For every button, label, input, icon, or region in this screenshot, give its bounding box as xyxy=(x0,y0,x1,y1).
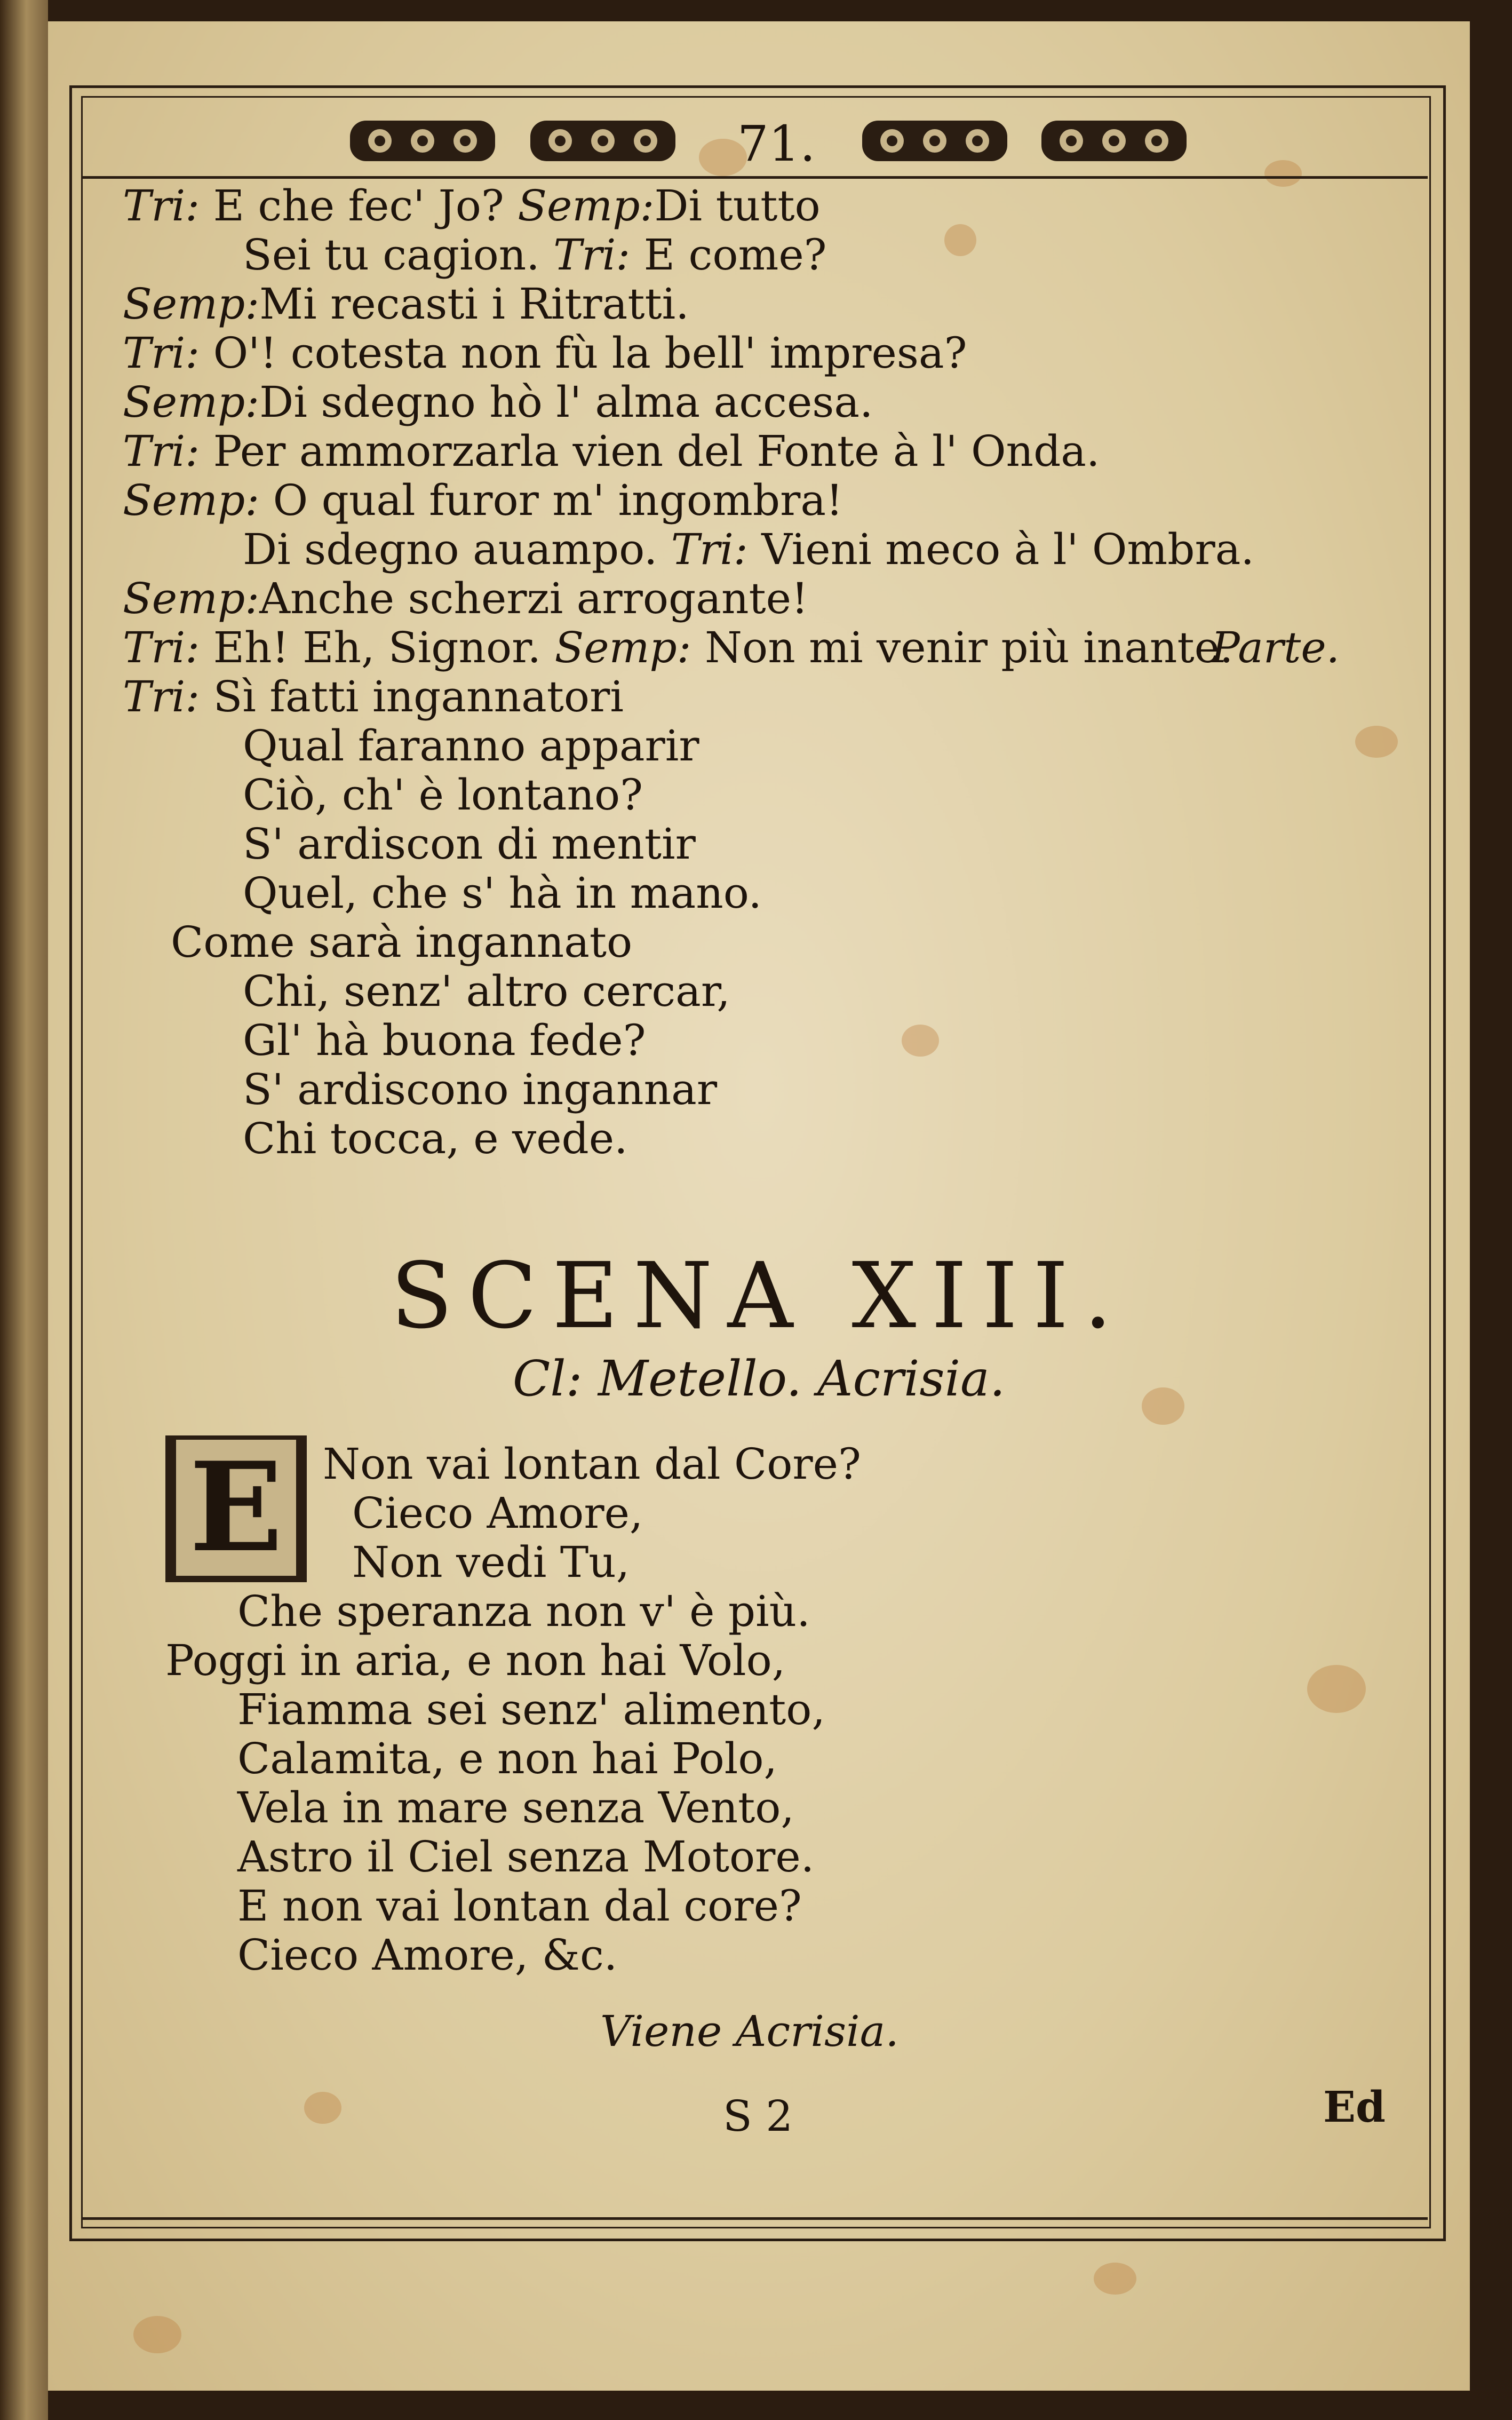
page-number: 71. xyxy=(737,115,816,172)
floral-ornament-icon xyxy=(1039,116,1189,165)
verse-line: Gl' hà buona fede? xyxy=(243,1015,646,1065)
verse-line: Che speranza non v' è più. xyxy=(237,1586,810,1636)
dialogue-line: Tri: Eh! Eh, Signor. Semp: Non mi venir più inante. xyxy=(123,623,1234,672)
scene-cast: Cl: Metello. Acrisia. xyxy=(512,1350,1006,1407)
verse-line: Come sarà ingannato xyxy=(171,917,633,967)
signature-mark: S 2 xyxy=(723,2091,793,2141)
verse-line: Ciò, ch' è lontano? xyxy=(243,770,643,820)
verse-line: Astro il Ciel senza Motore. xyxy=(237,1832,815,1882)
verse-line: Chi tocca, e vede. xyxy=(243,1114,628,1163)
bottom-rule xyxy=(81,2217,1428,2220)
scene-heading: SCENA XIII. xyxy=(391,1243,1127,1349)
floral-ornament-icon xyxy=(348,116,497,165)
dialogue-line: Sei tu cagion. Tri: E come? xyxy=(243,230,827,280)
verse-line: Calamita, e non hai Polo, xyxy=(237,1734,777,1783)
verse-line: Poggi in aria, e non hai Volo, xyxy=(165,1636,786,1685)
book-page xyxy=(48,21,1470,2391)
verse-line: Cieco Amore, &c. xyxy=(237,1930,618,1980)
initial-letter: E xyxy=(176,1440,296,1576)
dialogue-line: Tri: Per ammorzarla vien del Fonte à l' Onda. xyxy=(123,426,1100,476)
verse-line: Fiamma sei senz' alimento, xyxy=(237,1685,825,1734)
page-header xyxy=(81,101,1428,179)
verse-line: Non vedi Tu, xyxy=(352,1537,630,1587)
exit-direction: Parte. xyxy=(1211,623,1340,672)
verse-line: Quel, che s' hà in mano. xyxy=(243,868,762,918)
dialogue-line: Semp:Mi recasti i Ritratti. xyxy=(123,279,689,329)
verse-line: Vela in mare senza Vento, xyxy=(237,1783,794,1832)
dialogue-line: Tri: E che fec' Jo? Semp:Di tutto xyxy=(123,181,821,231)
verse-line: Non vai lontan dal Core? xyxy=(323,1439,861,1489)
dialogue-line: Semp:Di sdegno hò l' alma accesa. xyxy=(123,377,873,427)
verse-line: Qual faranno apparir xyxy=(243,721,699,771)
verse-line: S' ardiscono ingannar xyxy=(243,1065,718,1114)
verse-line: S' ardiscon di mentir xyxy=(243,819,696,869)
floral-ornament-icon xyxy=(528,116,678,165)
dialogue-line: Semp:Anche scherzi arrogante! xyxy=(123,574,809,623)
catchword: Ed xyxy=(1323,2082,1386,2132)
dialogue-line: Di sdegno auampo. Tri: Vieni meco à l' Ombra. xyxy=(243,525,1254,574)
dialogue-line: Tri: Sì fatti ingannatori xyxy=(123,672,624,721)
dialogue-line: Tri: O'! cotesta non fù la bell' impresa? xyxy=(123,328,967,378)
verse-line: Cieco Amore, xyxy=(352,1488,643,1538)
decorated-initial xyxy=(165,1435,307,1582)
dialogue-line: Semp: O qual furor m' ingombra! xyxy=(123,475,843,525)
book-gutter xyxy=(0,0,48,2420)
verse-line: Chi, senz' altro cercar, xyxy=(243,966,730,1016)
floral-ornament-icon xyxy=(860,116,1009,165)
verse-line: E non vai lontan dal core? xyxy=(237,1881,802,1931)
stage-direction: Viene Acrisia. xyxy=(600,2006,899,2056)
